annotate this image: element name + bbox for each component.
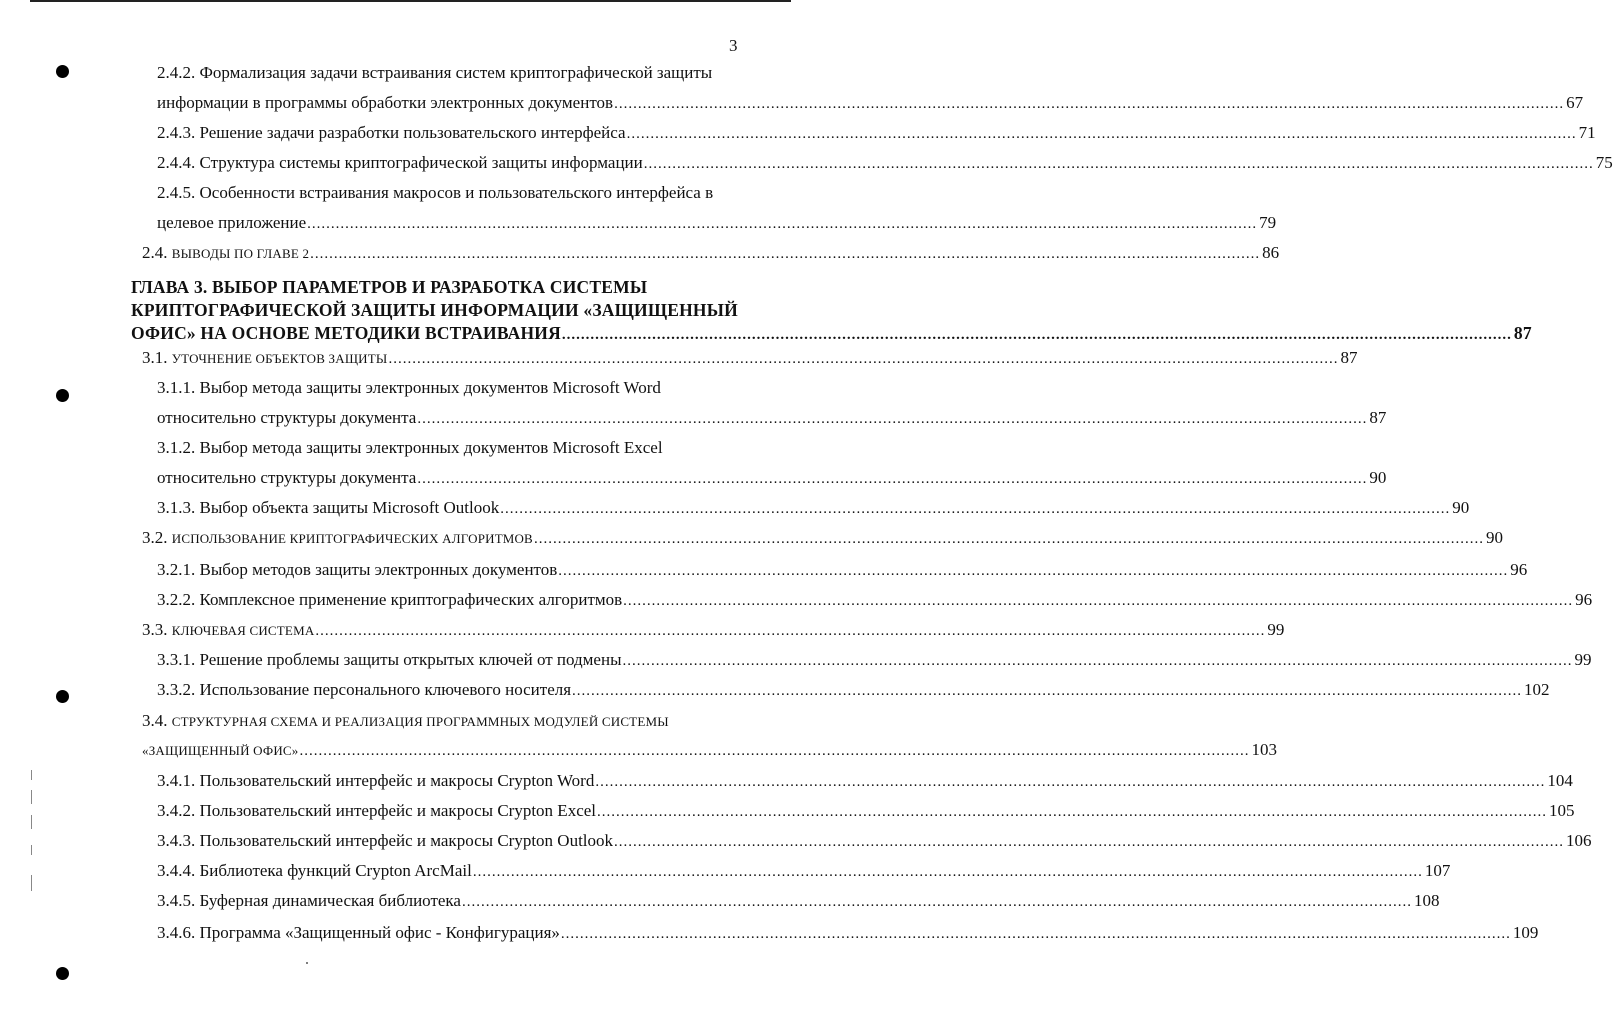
dot-leader: ........................................................................................................................................................................................................ — [597, 804, 1548, 820]
entry-title: 2.4.4. Структура системы криптографической защиты информации — [157, 153, 643, 172]
chapter-title-line-2: КРИПТОГРАФИЧЕСКОЙ ЗАЩИТЫ ИНФОРМАЦИИ «ЗАЩИЩЕННЫЙ — [131, 300, 738, 320]
dot-leader: ........................................................................................................................................................................................................ — [299, 743, 1250, 759]
toc-entry — [157, 831, 1592, 852]
dot-leader: ........................................................................................................................................................................................................ — [643, 156, 1594, 172]
dot-leader: ........................................................................................................................................................................................................ — [500, 501, 1451, 517]
section-number: 3.3. — [142, 620, 172, 639]
toc-entry — [157, 801, 1575, 822]
dot-leader: ........................................................................................................................................................................................................ — [417, 471, 1368, 487]
dot-leader: ........................................................................................................................................................................................................ — [307, 216, 1258, 232]
entry-page-number: 79 — [1259, 213, 1277, 232]
dot-leader: ........................................................................................................................................................................................................ — [472, 864, 1423, 880]
entry-title: 3.4.2. Пользовательский интерфейс и макросы Crypton Excel — [157, 801, 597, 820]
section-number: 3.2. — [142, 528, 172, 547]
toc-entry — [157, 408, 1387, 429]
entry-page-number: 90 — [1452, 498, 1470, 517]
section-number: 3.1. — [142, 348, 172, 367]
entry-title-line-2: относительно структуры документа — [157, 408, 417, 427]
entry-title-line-1: 2.4.2. Формализация задачи встраивания систем криптографической защиты — [157, 63, 713, 82]
toc-entry — [142, 528, 1503, 549]
entry-page-number: 109 — [1512, 923, 1539, 942]
toc-entry — [157, 560, 1528, 581]
dot-leader: ........................................................................................................................................................................................................ — [626, 126, 1577, 142]
entry-title: 3.3.2. Использование персонального ключевого носителя — [157, 680, 572, 699]
section-title-line-1 — [142, 711, 669, 732]
section-name: СТРУКТУРНАЯ СХЕМА И РЕАЛИЗАЦИЯ ПРОГРАММНЫХ МОДУЛЕЙ СИСТЕМЫ — [171, 714, 669, 729]
toc-entry — [157, 680, 1550, 701]
entry-page-number: 104 — [1547, 771, 1573, 790]
toc-entry — [157, 923, 1539, 944]
entry-page-number: 87 — [1369, 408, 1387, 427]
page-number: 3 — [729, 36, 738, 55]
entry-page-number: 102 — [1524, 680, 1550, 699]
toc-entry — [142, 740, 1277, 761]
toc-entry — [157, 590, 1593, 611]
section-number: 3.4. — [142, 711, 172, 730]
entry-page-number: 103 — [1251, 740, 1277, 759]
entry-title-line-1: 2.4.5. Особенности встраивания макросов и пользовательского интерфейса в — [157, 183, 714, 202]
dot-leader: ........................................................................................................................................................................................................ — [614, 96, 1565, 112]
section-name: ВЫВОДЫ ПО ГЛАВЕ 2 — [171, 246, 310, 261]
dot-leader: ........................................................................................................................................................................................................ — [533, 531, 1484, 547]
section-title — [142, 620, 314, 641]
entry-page-number: 105 — [1549, 801, 1575, 820]
entry-title: 3.4.3. Пользовательский интерфейс и макросы Crypton Outlook — [157, 831, 614, 850]
entry-title-line-2: относительно структуры документа — [157, 468, 417, 487]
section-title — [142, 528, 533, 549]
dot-leader: ........................................................................................................................................................................................................ — [417, 411, 1368, 427]
dot-leader: ........................................................................................................................................................................................................ — [595, 774, 1546, 790]
section-name: КЛЮЧЕВАЯ СИСТЕМА — [171, 623, 315, 638]
dot-leader: ........................................................................................................................................................................................................ — [623, 593, 1574, 609]
entry-page-number: 90 — [1485, 528, 1503, 547]
entry-page-number: 96 — [1510, 560, 1528, 579]
toc-entry — [157, 771, 1573, 792]
dot-leader: ........................................................................................................................................................................................................ — [315, 623, 1266, 639]
toc-entry — [157, 213, 1277, 234]
section-title-line-2: «ЗАЩИЩЕННЫЙ ОФИС» — [142, 743, 299, 758]
entry-page-number: 75 — [1595, 153, 1613, 172]
dot-leader: ........................................................................................................................................................................................................ — [560, 926, 1511, 942]
entry-title: 3.4.4. Библиотека функций Crypton ArcMail — [157, 861, 472, 880]
entry-title: 3.4.1. Пользовательский интерфейс и макросы Crypton Word — [157, 771, 595, 790]
dot-leader: ........................................................................................................................................................................................................ — [561, 327, 1512, 343]
entry-title: 3.2.1. Выбор методов защиты электронных документов — [157, 560, 558, 579]
entry-page-number: 87 — [1513, 323, 1532, 343]
toc-entry — [142, 243, 1280, 264]
entry-page-number: 96 — [1575, 590, 1593, 609]
toc-entry — [157, 93, 1584, 114]
toc-entry — [157, 650, 1592, 671]
toc-entry — [157, 123, 1596, 144]
entry-page-number: 106 — [1566, 831, 1592, 850]
entry-page-number: 86 — [1262, 243, 1280, 262]
entry-page-number: 99 — [1574, 650, 1592, 669]
entry-title: 3.4.6. Программа «Защищенный офис - Конфигурация» — [157, 923, 560, 942]
entry-title: 3.3.1. Решение проблемы защиты открытых ключей от подмены — [157, 650, 622, 669]
entry-title-line-2: целевое приложение — [157, 213, 307, 232]
chapter-title-line-1: ГЛАВА 3. ВЫБОР ПАРАМЕТРОВ И РАЗРАБОТКА СИСТЕМЫ — [131, 277, 648, 297]
section-name: ИСПОЛЬЗОВАНИЕ КРИПТОГРАФИЧЕСКИХ АЛГОРИТМОВ — [171, 531, 533, 546]
toc-entry — [157, 891, 1440, 912]
chapter-title-line-3: ОФИС» НА ОСНОВЕ МЕТОДИКИ ВСТРАИВАНИЯ — [131, 323, 561, 343]
toc-entry — [142, 620, 1285, 641]
dot-leader: ........................................................................................................................................................................................................ — [614, 834, 1565, 850]
entry-page-number: 108 — [1413, 891, 1440, 910]
entry-page-number: 99 — [1267, 620, 1285, 639]
dot-leader: ........................................................................................................................................................................................................ — [461, 894, 1412, 910]
dot-leader: ........................................................................................................................................................................................................ — [388, 351, 1339, 367]
dot-leader: ........................................................................................................................................................................................................ — [558, 563, 1509, 579]
toc-entry — [157, 468, 1387, 489]
entry-title-line-2: информации в программы обработки электронных документов — [157, 93, 614, 112]
entry-title: 2.4.3. Решение задачи разработки пользовательского интерфейса — [157, 123, 626, 142]
toc-entry — [157, 153, 1613, 174]
toc-entry — [131, 323, 1532, 345]
entry-title: 3.4.5. Буферная динамическая библиотека — [157, 891, 461, 910]
section-title — [142, 243, 309, 264]
section-name: УТОЧНЕНИЕ ОБЪЕКТОВ ЗАЩИТЫ — [171, 351, 388, 366]
toc-entry — [157, 498, 1470, 519]
entry-title: 3.2.2. Комплексное применение криптографических алгоритмов — [157, 590, 623, 609]
entry-page-number: 107 — [1424, 861, 1451, 880]
entry-title: 3.1.3. Выбор объекта защиты Microsoft Outlook — [157, 498, 500, 517]
entry-title-line-1: 3.1.1. Выбор метода защиты электронных документов Microsoft Word — [157, 378, 661, 397]
dot-leader: ........................................................................................................................................................................................................ — [622, 653, 1573, 669]
dot-leader: ........................................................................................................................................................................................................ — [572, 683, 1523, 699]
toc-entry — [157, 861, 1451, 882]
entry-page-number: 90 — [1369, 468, 1387, 487]
toc-entry — [142, 348, 1358, 369]
entry-title-line-1: 3.1.2. Выбор метода защиты электронных документов Microsoft Excel — [157, 438, 663, 457]
dot-leader: ........................................................................................................................................................................................................ — [310, 246, 1261, 262]
entry-page-number: 87 — [1340, 348, 1358, 367]
entry-page-number: 71 — [1578, 123, 1596, 142]
entry-page-number: 67 — [1566, 93, 1584, 112]
section-title — [142, 348, 387, 369]
section-number: 2.4. — [142, 243, 172, 262]
